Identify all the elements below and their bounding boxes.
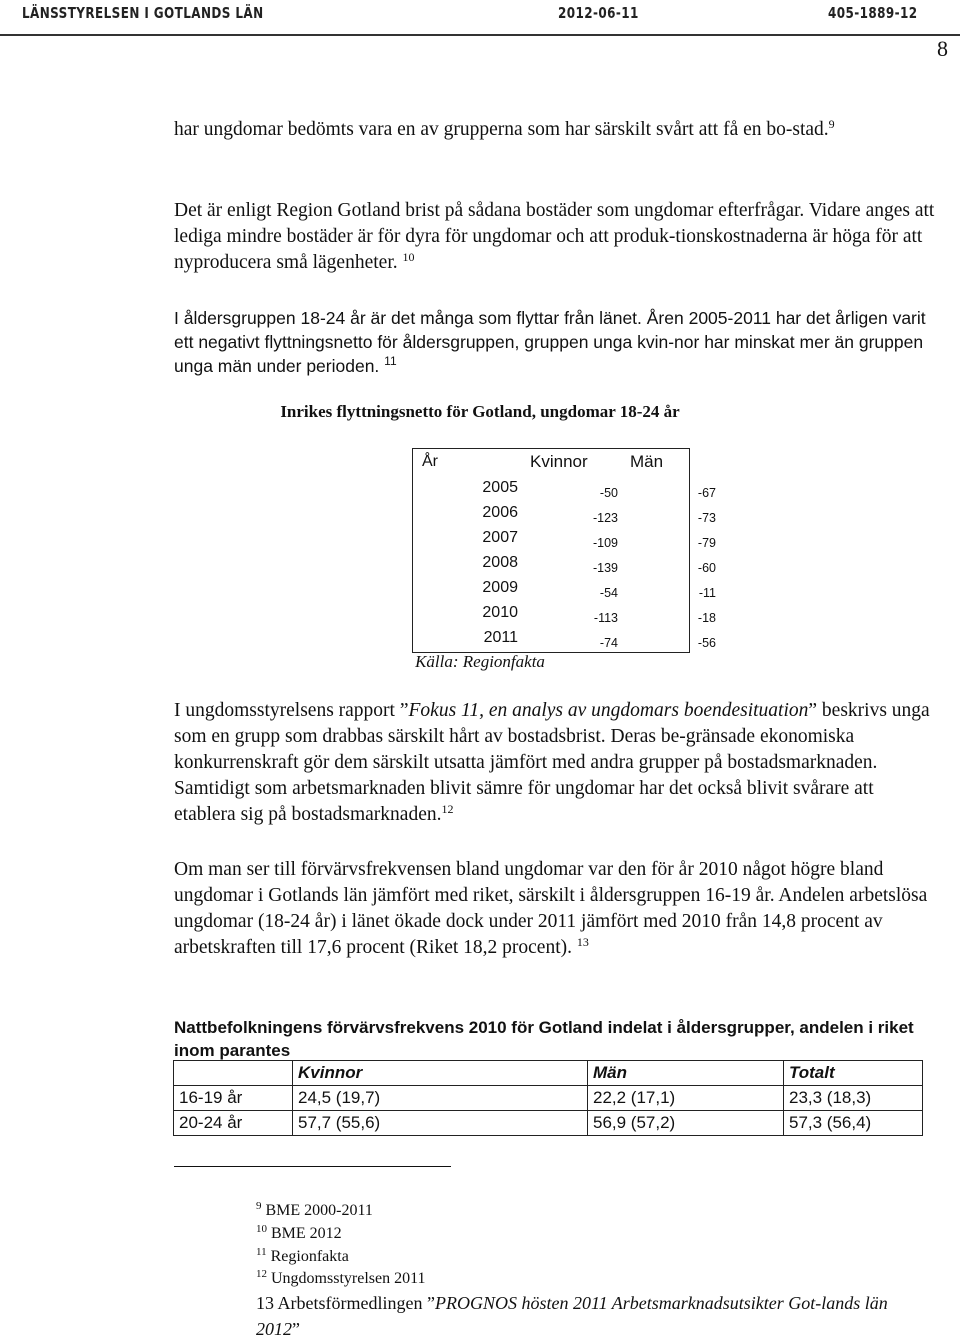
footnote — [256, 1223, 936, 1245]
page-header — [0, 0, 960, 36]
footnote-ref-12: 12 — [441, 802, 454, 816]
footnote-13 — [256, 1290, 936, 1342]
paragraph-5 — [174, 857, 936, 961]
footnote-text: BME 2000-2011 — [265, 1202, 373, 1219]
women-cell: -139 — [592, 561, 618, 575]
women-cell: -123 — [592, 511, 618, 525]
men-cell: -18 — [697, 611, 716, 625]
men-cell: -56 — [697, 636, 716, 650]
employment-table — [173, 1060, 923, 1136]
paragraph-1 — [174, 117, 936, 143]
table-row — [412, 500, 720, 525]
header-men: Män — [630, 451, 664, 471]
paragraph-3 — [174, 306, 936, 378]
table-row — [412, 550, 720, 575]
migration-table-header — [412, 448, 720, 475]
year-cell: 2008 — [482, 553, 518, 571]
table-row — [174, 1111, 923, 1136]
header-date: 2012-06-11 — [558, 4, 639, 22]
paragraph-2-text: Det är enligt Region Gotland brist på sådana bostäder som ungdomar efterfrågar. Vidare anges att lediga mindre bostäder är för dyra för ungdomar och att produk-tionskostnaderna är höga för att nyproducera små lägenheter. — [174, 200, 935, 273]
total-cell: 57,3 (56,4) — [784, 1111, 923, 1136]
footnote-ref-9: 9 — [828, 117, 835, 131]
header-women: Kvinnor — [530, 451, 588, 471]
header-reference: 405-1889-12 — [828, 4, 918, 22]
paragraph-4-before: I ungdomsstyrelsens rapport ” — [174, 700, 409, 721]
men-cell: -67 — [697, 486, 716, 500]
paragraph-4 — [174, 698, 936, 828]
women-cell: -109 — [592, 536, 618, 550]
migration-table — [412, 448, 720, 650]
report-title: Fokus 11, en analys av ungdomars boendesituation — [408, 700, 809, 721]
men-cell: -73 — [697, 511, 716, 525]
table-row — [412, 475, 720, 500]
age-cell: 16-19 år — [174, 1086, 293, 1111]
women-cell: -74 — [599, 636, 618, 650]
men-cell: -60 — [697, 561, 716, 575]
footnote-number: 9 — [256, 1200, 262, 1212]
footnote — [256, 1246, 936, 1268]
footnote-ref-11: 11 — [384, 354, 397, 368]
header-women: Kvinnor — [293, 1061, 588, 1086]
table-row — [412, 600, 720, 625]
table-row — [412, 525, 720, 550]
header-age — [174, 1061, 293, 1086]
employment-table-title: Nattbefolkningens förvärvsfrekvens 2010 för Gotland indelat i åldersgrupper, andelen i riket inom parantes — [174, 1018, 914, 1060]
women-cell: -54 — [599, 586, 618, 600]
men-cell: -79 — [697, 536, 716, 550]
women-cell: -50 — [599, 486, 618, 500]
footnote-13-title: PROGNOS hösten 2011 Arbetsmarknadsutsikter Got-lands län 2012 — [256, 1293, 888, 1339]
footnote-text: Regionfakta — [270, 1248, 349, 1265]
paragraph-2 — [174, 198, 936, 276]
women-cell: 24,5 (19,7) — [293, 1086, 588, 1111]
men-cell: -11 — [698, 586, 716, 600]
age-cell: 20-24 år — [174, 1111, 293, 1136]
footnote-number: 11 — [256, 1246, 267, 1258]
footnote-number: 10 — [256, 1223, 267, 1235]
migration-table-source: Källa: Regionfakta — [415, 652, 545, 671]
paragraph-3-text: I åldersgruppen 18-24 år är det många som flyttar från länet. Åren 2005-2011 har det årligen varit ett negativt flyttningsnetto för åldersgruppen, gruppen unga kvin-nor har minskat mer än gruppen unga män under perioden. — [174, 308, 926, 376]
table-row — [174, 1086, 923, 1111]
footnote-ref-13: 13 — [576, 935, 589, 949]
year-cell: 2011 — [483, 628, 518, 646]
table-row — [412, 625, 720, 650]
paragraph-4-after: ” beskrivs unga som en grupp som drabbas särskilt hårt av bostadsbrist. Deras be-gränsade ekonomiska konkurrenskraft gör dem särskilt utsatta jämfört med andra grupper på bostadsmarknaden. Samtidigt som arbetsmarknaden blivit sämre för ungdomar har det också blivit svårare att etablera sig på bostadsmarknaden. — [174, 700, 930, 825]
footnote-13-prefix: 13 Arbetsförmedlingen ” — [256, 1293, 435, 1313]
header-total: Totalt — [784, 1061, 923, 1086]
year-cell: 2009 — [482, 578, 518, 596]
footnote-ref-10: 10 — [402, 250, 415, 264]
header-year: År — [422, 452, 438, 470]
footnote-text: BME 2012 — [271, 1225, 342, 1242]
footnote — [256, 1268, 936, 1290]
women-cell: -113 — [593, 611, 618, 625]
paragraph-5-text: Om man ser till förvärvsfrekvensen bland ungdomar var den för år 2010 något högre bland ungdomar i Gotlands län jämfört med riket, särskilt i åldersgruppen 16-19 år. Andelen arbetslösa ungdomar (18-24 år) i länet ökade dock under 2011 jämfört med 2010 från 14,8 procent av arbetskraften till 17,6 procent (Riket 18,2 procent). — [174, 859, 928, 958]
men-cell: 22,2 (17,1) — [588, 1086, 784, 1111]
migration-table-caption: Inrikes flyttningsnetto för Gotland, ungdomar 18-24 år — [280, 402, 680, 421]
header-men: Män — [588, 1061, 784, 1086]
employment-table-header — [174, 1061, 923, 1086]
year-cell: 2007 — [482, 528, 518, 546]
footnote — [256, 1200, 936, 1222]
year-cell: 2010 — [482, 603, 518, 621]
footnote-13-suffix: ” — [292, 1319, 300, 1339]
header-organization: LÄNSSTYRELSEN I GOTLANDS LÄN — [22, 4, 264, 22]
footnote-separator — [174, 1166, 451, 1167]
page-number: 8 — [937, 36, 948, 61]
footnote-text: Ungdomsstyrelsen 2011 — [271, 1270, 426, 1287]
paragraph-1-text: har ungdomar bedömts vara en av grupperna som har särskilt svårt att få en bo-stad. — [174, 119, 829, 140]
total-cell: 23,3 (18,3) — [784, 1086, 923, 1111]
year-cell: 2005 — [482, 478, 518, 496]
women-cell: 57,7 (55,6) — [293, 1111, 588, 1136]
table-row — [412, 575, 720, 600]
year-cell: 2006 — [482, 503, 518, 521]
men-cell: 56,9 (57,2) — [588, 1111, 784, 1136]
footnote-number: 12 — [256, 1268, 267, 1280]
header-rule — [0, 34, 960, 36]
